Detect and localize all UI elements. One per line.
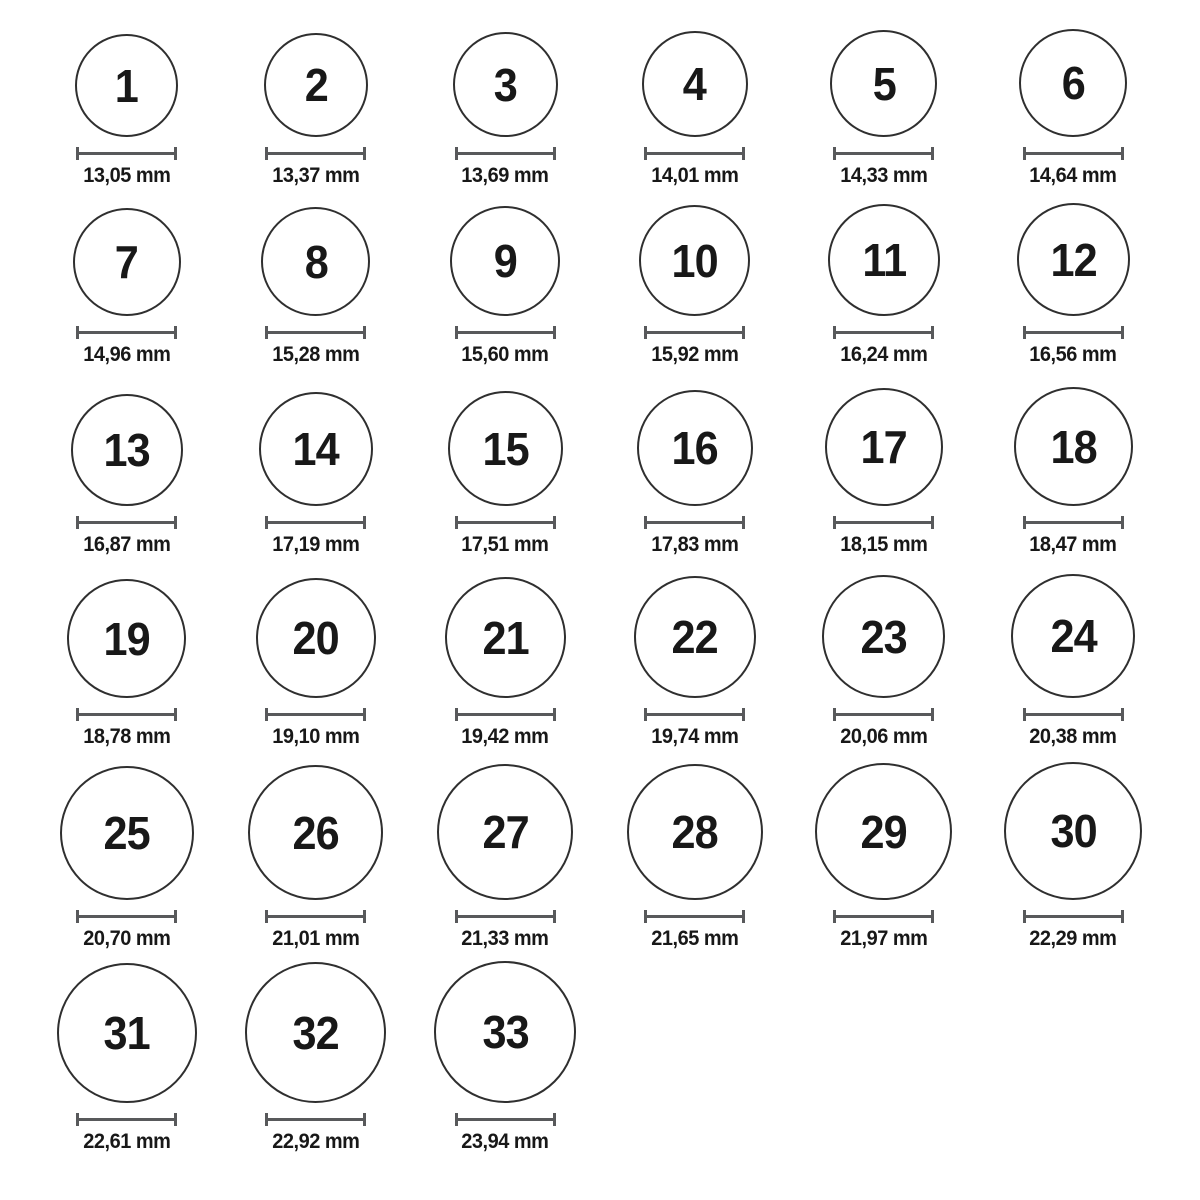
ring-size-item xyxy=(411,953,600,1156)
measure-bar xyxy=(455,521,556,524)
ring-size-item xyxy=(789,369,978,559)
diameter-label: 13,69 mm xyxy=(461,164,549,187)
ring-size-number: 1 xyxy=(115,59,139,112)
ring-size-number: 10 xyxy=(671,234,718,287)
measure-bar xyxy=(1023,152,1124,155)
ring-circle xyxy=(57,963,197,1103)
ring-circle xyxy=(75,34,178,137)
diameter-measure-line xyxy=(833,147,934,160)
ring-size-number: 9 xyxy=(493,235,517,287)
measure-bar xyxy=(455,152,556,155)
ring-size-item xyxy=(32,0,221,190)
ring-size-number: 27 xyxy=(482,806,529,858)
measure-bar xyxy=(644,331,745,334)
diameter-measure-line xyxy=(265,910,366,923)
ring-size-number: 20 xyxy=(292,612,340,664)
measure-bar xyxy=(455,331,556,334)
diameter-measure-line xyxy=(265,516,366,529)
measure-bar xyxy=(833,713,934,716)
ring-size-row xyxy=(32,0,1168,190)
ring-size-item xyxy=(600,559,789,751)
ring-size-number: 22 xyxy=(671,611,718,663)
measure-bar xyxy=(265,713,366,716)
measure-bar xyxy=(76,1118,177,1121)
diameter-measure-line xyxy=(265,326,366,339)
ring-size-item xyxy=(32,559,221,751)
ring-size-number: 7 xyxy=(115,236,139,288)
ring-size-number: 17 xyxy=(860,421,908,473)
measure-bar xyxy=(265,915,366,918)
ring-size-item xyxy=(32,751,221,953)
ring-size-item xyxy=(411,190,600,369)
ring-circle xyxy=(248,765,383,900)
ring-size-item xyxy=(979,751,1168,953)
measure-bar xyxy=(76,521,177,524)
diameter-measure-line xyxy=(455,910,556,923)
ring-circle xyxy=(828,204,940,316)
diameter-measure-line xyxy=(265,147,366,160)
ring-size-number: 21 xyxy=(482,611,529,664)
measure-bar xyxy=(265,521,366,524)
diameter-label: 21,97 mm xyxy=(840,927,928,950)
ring-size-item xyxy=(221,0,410,190)
ring-size-number: 30 xyxy=(1050,805,1097,857)
ring-circle xyxy=(259,392,373,506)
ring-circle xyxy=(264,33,368,137)
ring-size-item xyxy=(411,751,600,953)
ring-size-item xyxy=(221,369,410,559)
diameter-measure-line xyxy=(644,147,745,160)
ring-size-number: 3 xyxy=(493,58,517,111)
measure-bar xyxy=(1023,331,1124,334)
measure-bar xyxy=(644,521,745,524)
ring-size-item xyxy=(411,369,600,559)
diameter-measure-line xyxy=(76,1113,177,1126)
diameter-label: 21,01 mm xyxy=(272,927,360,950)
diameter-measure-line xyxy=(76,910,177,923)
ring-size-item xyxy=(600,190,789,369)
measure-bar xyxy=(644,915,745,918)
diameter-label: 22,61 mm xyxy=(83,1130,171,1153)
diameter-label: 16,24 mm xyxy=(840,343,928,366)
ring-size-item xyxy=(600,0,789,190)
diameter-label: 17,83 mm xyxy=(651,533,739,556)
diameter-measure-line xyxy=(76,708,177,721)
ring-circle xyxy=(822,575,945,698)
diameter-label: 23,94 mm xyxy=(461,1130,549,1153)
diameter-label: 18,47 mm xyxy=(1029,533,1117,556)
ring-size-item xyxy=(32,369,221,559)
diameter-label: 18,78 mm xyxy=(83,725,171,748)
ring-size-number: 2 xyxy=(304,59,328,111)
diameter-measure-line xyxy=(265,708,366,721)
ring-size-number: 8 xyxy=(304,235,328,288)
ring-circle xyxy=(256,578,376,698)
ring-circle xyxy=(639,205,750,316)
ring-size-item xyxy=(979,369,1168,559)
ring-circle xyxy=(1004,762,1142,900)
measure-bar xyxy=(455,1118,556,1121)
ring-circle xyxy=(1017,203,1130,316)
measure-bar xyxy=(76,713,177,716)
ring-size-number: 18 xyxy=(1050,420,1097,473)
diameter-measure-line xyxy=(644,326,745,339)
measure-bar xyxy=(644,713,745,716)
measure-bar xyxy=(1023,915,1124,918)
measure-bar xyxy=(644,152,745,155)
diameter-label: 17,51 mm xyxy=(461,533,549,556)
ring-circle xyxy=(1014,387,1133,506)
ring-size-item xyxy=(979,190,1168,369)
ring-size-number: 4 xyxy=(683,58,707,110)
diameter-measure-line xyxy=(1023,326,1124,339)
ring-circle xyxy=(830,30,937,137)
ring-size-row xyxy=(32,190,1168,369)
diameter-label: 19,10 mm xyxy=(272,725,360,748)
diameter-label: 16,87 mm xyxy=(83,533,171,556)
measure-bar xyxy=(1023,521,1124,524)
ring-size-item xyxy=(979,0,1168,190)
ring-size-number: 32 xyxy=(292,1006,340,1059)
diameter-label: 14,33 mm xyxy=(840,164,928,187)
diameter-label: 17,19 mm xyxy=(272,533,360,556)
ring-size-number: 16 xyxy=(671,422,718,474)
diameter-label: 22,29 mm xyxy=(1029,927,1117,950)
ring-size-row xyxy=(32,953,1168,1156)
ring-size-item xyxy=(32,953,221,1156)
diameter-measure-line xyxy=(833,708,934,721)
measure-bar xyxy=(265,331,366,334)
diameter-label: 15,28 mm xyxy=(272,343,360,366)
ring-circle xyxy=(634,576,756,698)
ring-circle xyxy=(434,961,576,1103)
diameter-label: 20,70 mm xyxy=(83,927,171,950)
diameter-label: 14,01 mm xyxy=(651,164,739,187)
diameter-measure-line xyxy=(833,910,934,923)
measure-bar xyxy=(1023,713,1124,716)
ring-size-item xyxy=(32,190,221,369)
ring-circle xyxy=(245,962,386,1103)
ring-size-item xyxy=(789,0,978,190)
ring-size-item xyxy=(411,559,600,751)
diameter-measure-line xyxy=(1023,910,1124,923)
ring-circle xyxy=(453,32,558,137)
diameter-label: 16,56 mm xyxy=(1029,343,1117,366)
diameter-measure-line xyxy=(455,1113,556,1126)
ring-circle xyxy=(642,31,748,137)
diameter-label: 13,37 mm xyxy=(272,164,360,187)
measure-bar xyxy=(76,152,177,155)
ring-circle xyxy=(437,764,573,900)
ring-size-number: 26 xyxy=(292,806,340,859)
ring-circle xyxy=(825,388,943,506)
ring-size-number: 33 xyxy=(482,1006,529,1058)
diameter-label: 20,38 mm xyxy=(1029,725,1117,748)
diameter-label: 15,92 mm xyxy=(651,343,739,366)
ring-size-item xyxy=(221,559,410,751)
diameter-label: 20,06 mm xyxy=(840,725,928,748)
diameter-label: 14,96 mm xyxy=(83,343,171,366)
ring-size-item xyxy=(221,751,410,953)
measure-bar xyxy=(76,331,177,334)
ring-size-number: 6 xyxy=(1061,57,1085,109)
ring-circle xyxy=(627,764,763,900)
ring-size-number: 5 xyxy=(872,57,896,110)
diameter-measure-line xyxy=(1023,147,1124,160)
diameter-measure-line xyxy=(644,910,745,923)
ring-size-number: 24 xyxy=(1050,610,1097,662)
ring-size-number: 28 xyxy=(671,806,718,858)
diameter-label: 15,60 mm xyxy=(461,343,549,366)
ring-size-item xyxy=(411,0,600,190)
ring-circle xyxy=(450,206,560,316)
diameter-measure-line xyxy=(833,326,934,339)
ring-size-number: 19 xyxy=(103,612,150,665)
measure-bar xyxy=(833,152,934,155)
diameter-measure-line xyxy=(455,516,556,529)
diameter-measure-line xyxy=(76,516,177,529)
ring-size-number: 15 xyxy=(482,422,529,475)
ring-circle xyxy=(448,391,563,506)
diameter-measure-line xyxy=(644,516,745,529)
ring-size-number: 11 xyxy=(862,234,906,286)
diameter-measure-line xyxy=(455,708,556,721)
ring-size-item xyxy=(600,751,789,953)
ring-size-number: 12 xyxy=(1050,233,1097,286)
diameter-label: 19,74 mm xyxy=(651,725,739,748)
diameter-measure-line xyxy=(455,147,556,160)
ring-size-item xyxy=(789,751,978,953)
ring-circle xyxy=(815,763,952,900)
ring-circle xyxy=(67,579,186,698)
ring-size-number: 14 xyxy=(292,423,340,475)
measure-bar xyxy=(265,152,366,155)
ring-size-number: 13 xyxy=(103,424,150,476)
diameter-label: 18,15 mm xyxy=(840,533,928,556)
ring-circle xyxy=(637,390,753,506)
ring-circle xyxy=(73,208,181,316)
diameter-measure-line xyxy=(1023,516,1124,529)
measure-bar xyxy=(455,915,556,918)
diameter-measure-line xyxy=(455,326,556,339)
diameter-label: 14,64 mm xyxy=(1029,164,1117,187)
ring-size-item xyxy=(600,369,789,559)
ring-circle xyxy=(445,577,566,698)
ring-circle xyxy=(1011,574,1135,698)
ring-circle xyxy=(1019,29,1127,137)
ring-size-item xyxy=(221,953,410,1156)
ring-size-number: 29 xyxy=(860,805,908,858)
diameter-measure-line xyxy=(644,708,745,721)
measure-bar xyxy=(833,521,934,524)
diameter-measure-line xyxy=(833,516,934,529)
ring-size-item xyxy=(221,190,410,369)
ring-circle xyxy=(60,766,194,900)
diameter-label: 13,05 mm xyxy=(83,164,171,187)
ring-size-row xyxy=(32,751,1168,953)
measure-bar xyxy=(833,331,934,334)
ring-size-item xyxy=(979,559,1168,751)
ring-size-item xyxy=(789,559,978,751)
ring-size-number: 25 xyxy=(103,807,150,859)
ring-circle xyxy=(261,207,370,316)
ring-size-row xyxy=(32,559,1168,751)
diameter-label: 22,92 mm xyxy=(272,1130,360,1153)
ring-size-item xyxy=(789,190,978,369)
measure-bar xyxy=(76,915,177,918)
diameter-label: 19,42 mm xyxy=(461,725,549,748)
diameter-measure-line xyxy=(76,326,177,339)
ring-size-number: 23 xyxy=(860,610,908,663)
measure-bar xyxy=(833,915,934,918)
diameter-label: 21,33 mm xyxy=(461,927,549,950)
ring-size-number: 31 xyxy=(103,1007,150,1059)
diameter-measure-line xyxy=(265,1113,366,1126)
diameter-label: 21,65 mm xyxy=(651,927,739,950)
measure-bar xyxy=(455,713,556,716)
ring-circle xyxy=(71,394,183,506)
diameter-measure-line xyxy=(1023,708,1124,721)
diameter-measure-line xyxy=(76,147,177,160)
measure-bar xyxy=(265,1118,366,1121)
ring-size-row xyxy=(32,369,1168,559)
